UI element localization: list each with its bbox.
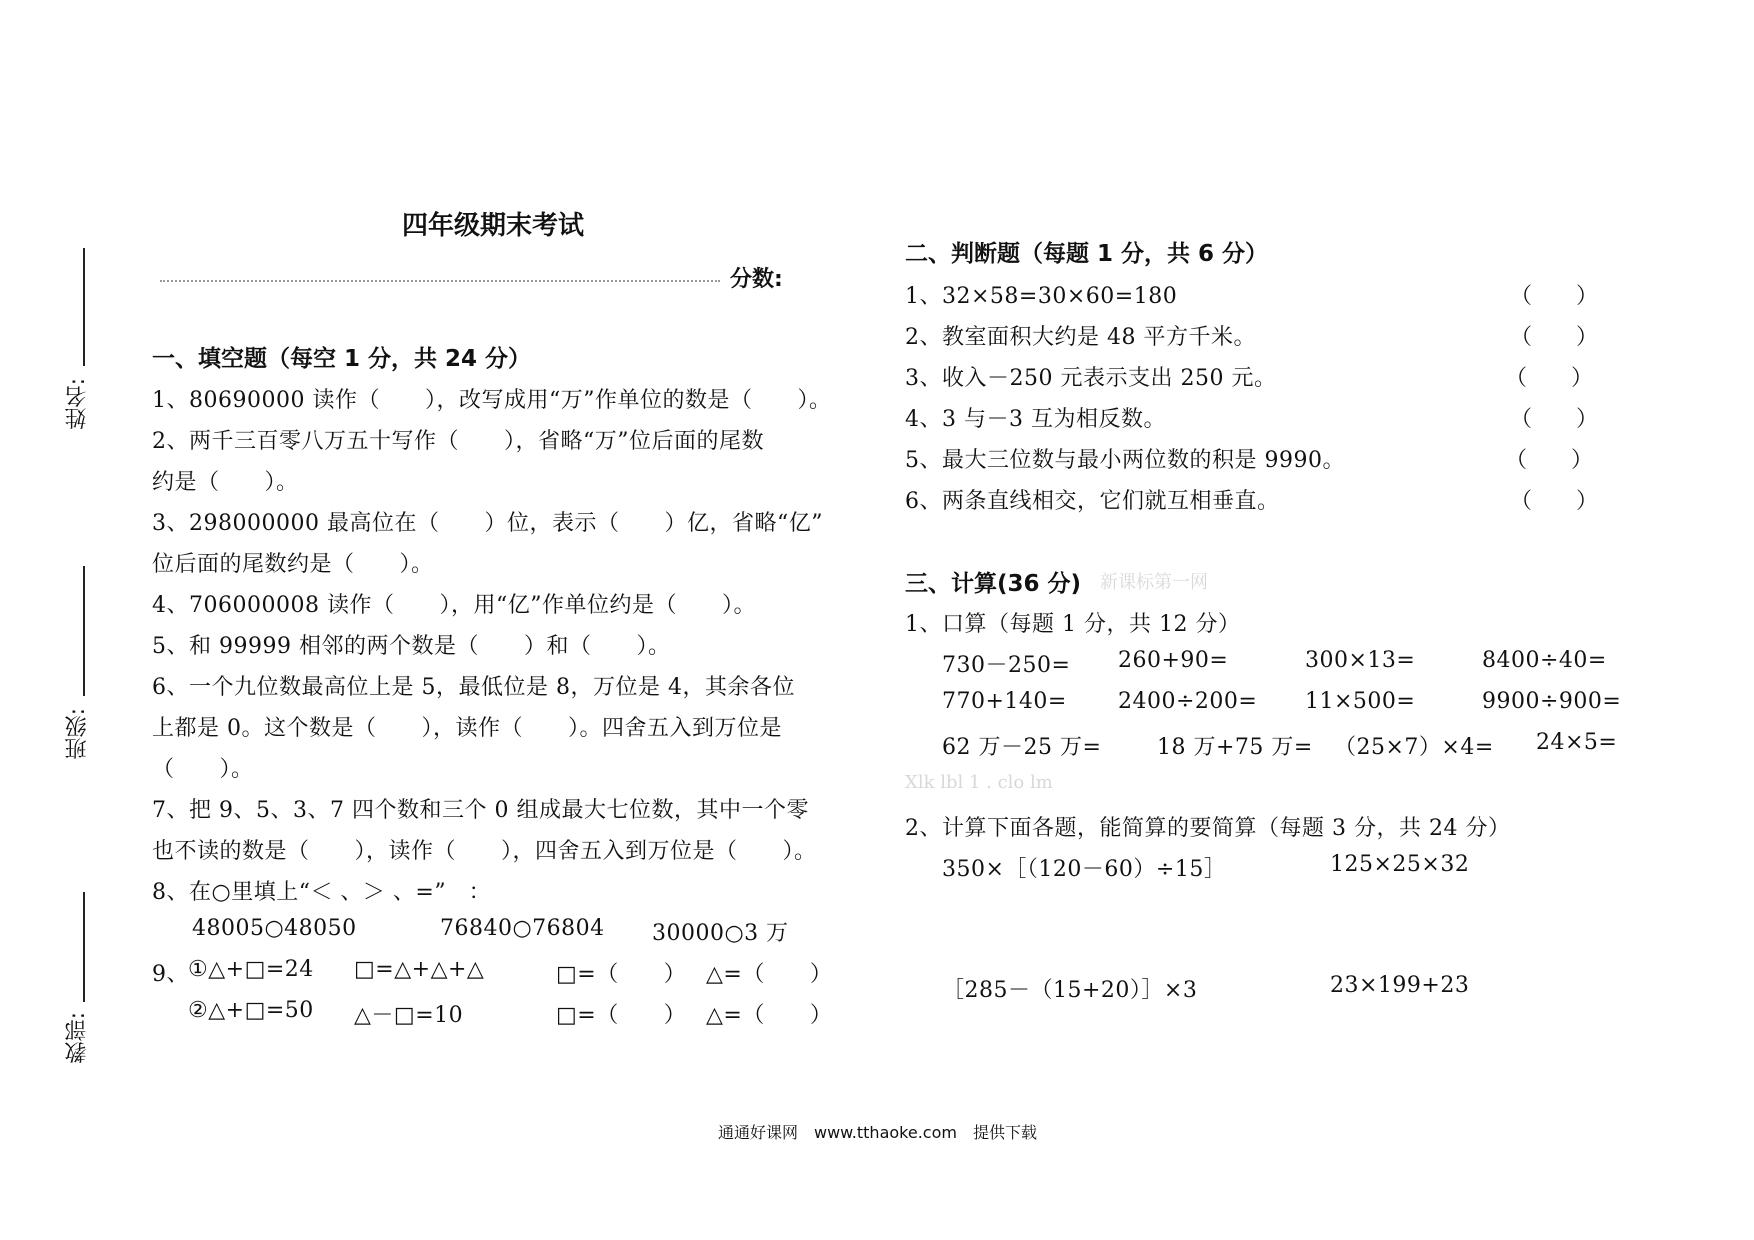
binding-line-top — [83, 248, 85, 366]
oral-item: 9900÷900= — [1482, 689, 1622, 714]
oral-item: 11×500= — [1305, 689, 1416, 714]
answer-paren[interactable]: （ ） — [1510, 407, 1599, 432]
compare-item: 30000○3 万 — [652, 921, 789, 946]
judge-item: 6、两条直线相交，它们就互相垂直。 — [905, 489, 1280, 514]
oral-item: 62 万－25 万= — [942, 735, 1102, 760]
binding-line-middle — [83, 566, 85, 696]
oral-item: （25×7）×4= — [1334, 735, 1494, 760]
name-label: 姓名: — [65, 378, 90, 430]
q9-cell: △－□=10 — [354, 1003, 464, 1028]
calc-item: 350×［（120－60）÷15］ — [942, 857, 1227, 882]
oral-item: 730－250= — [942, 653, 1071, 678]
judge-item: 1、32×58=30×60=180 — [905, 284, 1178, 309]
q9-cell: □=（ ） — [556, 1003, 687, 1028]
judge-item: 3、收入－250 元表示支出 250 元。 — [905, 366, 1277, 391]
section1-line: 1、80690000 读作（ ），改写成用“万”作单位的数是（ ）。 — [152, 388, 832, 413]
answer-paren[interactable]: （ ） — [1505, 366, 1594, 391]
calc-item: ［285－（15+20）］×3 — [942, 978, 1198, 1003]
q9-label: 9、 — [152, 962, 189, 987]
oral-item: 2400÷200= — [1118, 689, 1258, 714]
calc-subheading: 2、计算下面各题，能简算的要简算（每题 3 分，共 24 分） — [905, 816, 1511, 841]
section1-heading: 一、填空题（每空 1 分，共 24 分） — [152, 346, 532, 372]
judge-item: 2、教室面积大约是 48 平方千米。 — [905, 325, 1256, 350]
class-label: 班级: — [65, 708, 90, 760]
q9-cell: □=（ ） — [556, 962, 687, 987]
q9-cell: ②△+□=50 — [188, 998, 314, 1023]
judge-item: 4、3 与－3 互为相反数。 — [905, 407, 1166, 432]
page-title: 四年级期末考试 — [402, 211, 585, 241]
oral-item: 18 万+75 万= — [1157, 735, 1313, 760]
faint-watermark: Xlk lbl 1 . clo lm — [905, 772, 1053, 793]
section1-line: 约是（ ）。 — [152, 470, 299, 495]
section1-line: （ ）。 — [152, 757, 254, 782]
answer-paren[interactable]: （ ） — [1505, 448, 1594, 473]
score-dotted-line — [160, 280, 720, 282]
section1-line: 2、两千三百零八万五十写作（ ），省略“万”位后面的尾数 — [152, 429, 764, 454]
answer-paren[interactable]: （ ） — [1510, 489, 1599, 514]
section1-line: 也不读的数是（ ），读作（ ），四舍五入到万位是（ ）。 — [152, 839, 817, 864]
oral-item: 770+140= — [942, 689, 1067, 714]
department-label: 教部: — [65, 1012, 90, 1064]
calc-item: 23×199+23 — [1330, 973, 1470, 998]
oral-item: 24×5= — [1536, 730, 1618, 755]
section1-line: 上都是 0。这个数是（ ），读作（ ）。四舍五入到万位是 — [152, 716, 782, 741]
section1-line: 8、在○里填上“＜ 、＞ 、=” ： — [152, 880, 492, 905]
section1-line: 4、706000008 读作（ ），用“亿”作单位约是（ ）。 — [152, 593, 756, 618]
faint-note: 新课标第一网 — [1100, 572, 1208, 593]
q9-cell: ①△+□=24 — [188, 957, 314, 982]
score-label: 分数: — [730, 267, 783, 292]
binding-line-bottom — [83, 892, 85, 1002]
oral-subheading: 1、口算（每题 1 分，共 12 分） — [905, 612, 1241, 637]
section1-line: 位后面的尾数约是（ ）。 — [152, 552, 434, 577]
q9-cell: △=（ ） — [706, 1003, 833, 1028]
oral-item: 260+90= — [1118, 648, 1229, 673]
judge-item: 5、最大三位数与最小两位数的积是 9990。 — [905, 448, 1345, 473]
q9-cell: △=（ ） — [706, 962, 833, 987]
oral-item: 8400÷40= — [1482, 648, 1607, 673]
section1-line: 6、一个九位数最高位上是 5，最低位是 8，万位是 4，其余各位 — [152, 675, 795, 700]
answer-paren[interactable]: （ ） — [1510, 284, 1599, 309]
section1-line: 5、和 99999 相邻的两个数是（ ）和（ ）。 — [152, 634, 671, 659]
q9-cell: □=△+△+△ — [354, 957, 485, 982]
section2-heading: 二、判断题（每题 1 分，共 6 分） — [905, 241, 1269, 267]
oral-item: 300×13= — [1305, 648, 1416, 673]
section1-line: 7、把 9、5、3、7 四个数和三个 0 组成最大七位数，其中一个零 — [152, 798, 809, 823]
calc-item: 125×25×32 — [1330, 852, 1470, 877]
section3-heading: 三、计算(36 分) — [905, 571, 1082, 597]
compare-item: 48005○48050 — [192, 916, 357, 941]
compare-item: 76840○76804 — [440, 916, 605, 941]
footer-credit: 通通好课网 www.tthaoke.com 提供下载 — [718, 1123, 1037, 1142]
answer-paren[interactable]: （ ） — [1510, 325, 1599, 350]
section1-line: 3、298000000 最高位在（ ）位，表示（ ）亿，省略“亿” — [152, 511, 823, 536]
